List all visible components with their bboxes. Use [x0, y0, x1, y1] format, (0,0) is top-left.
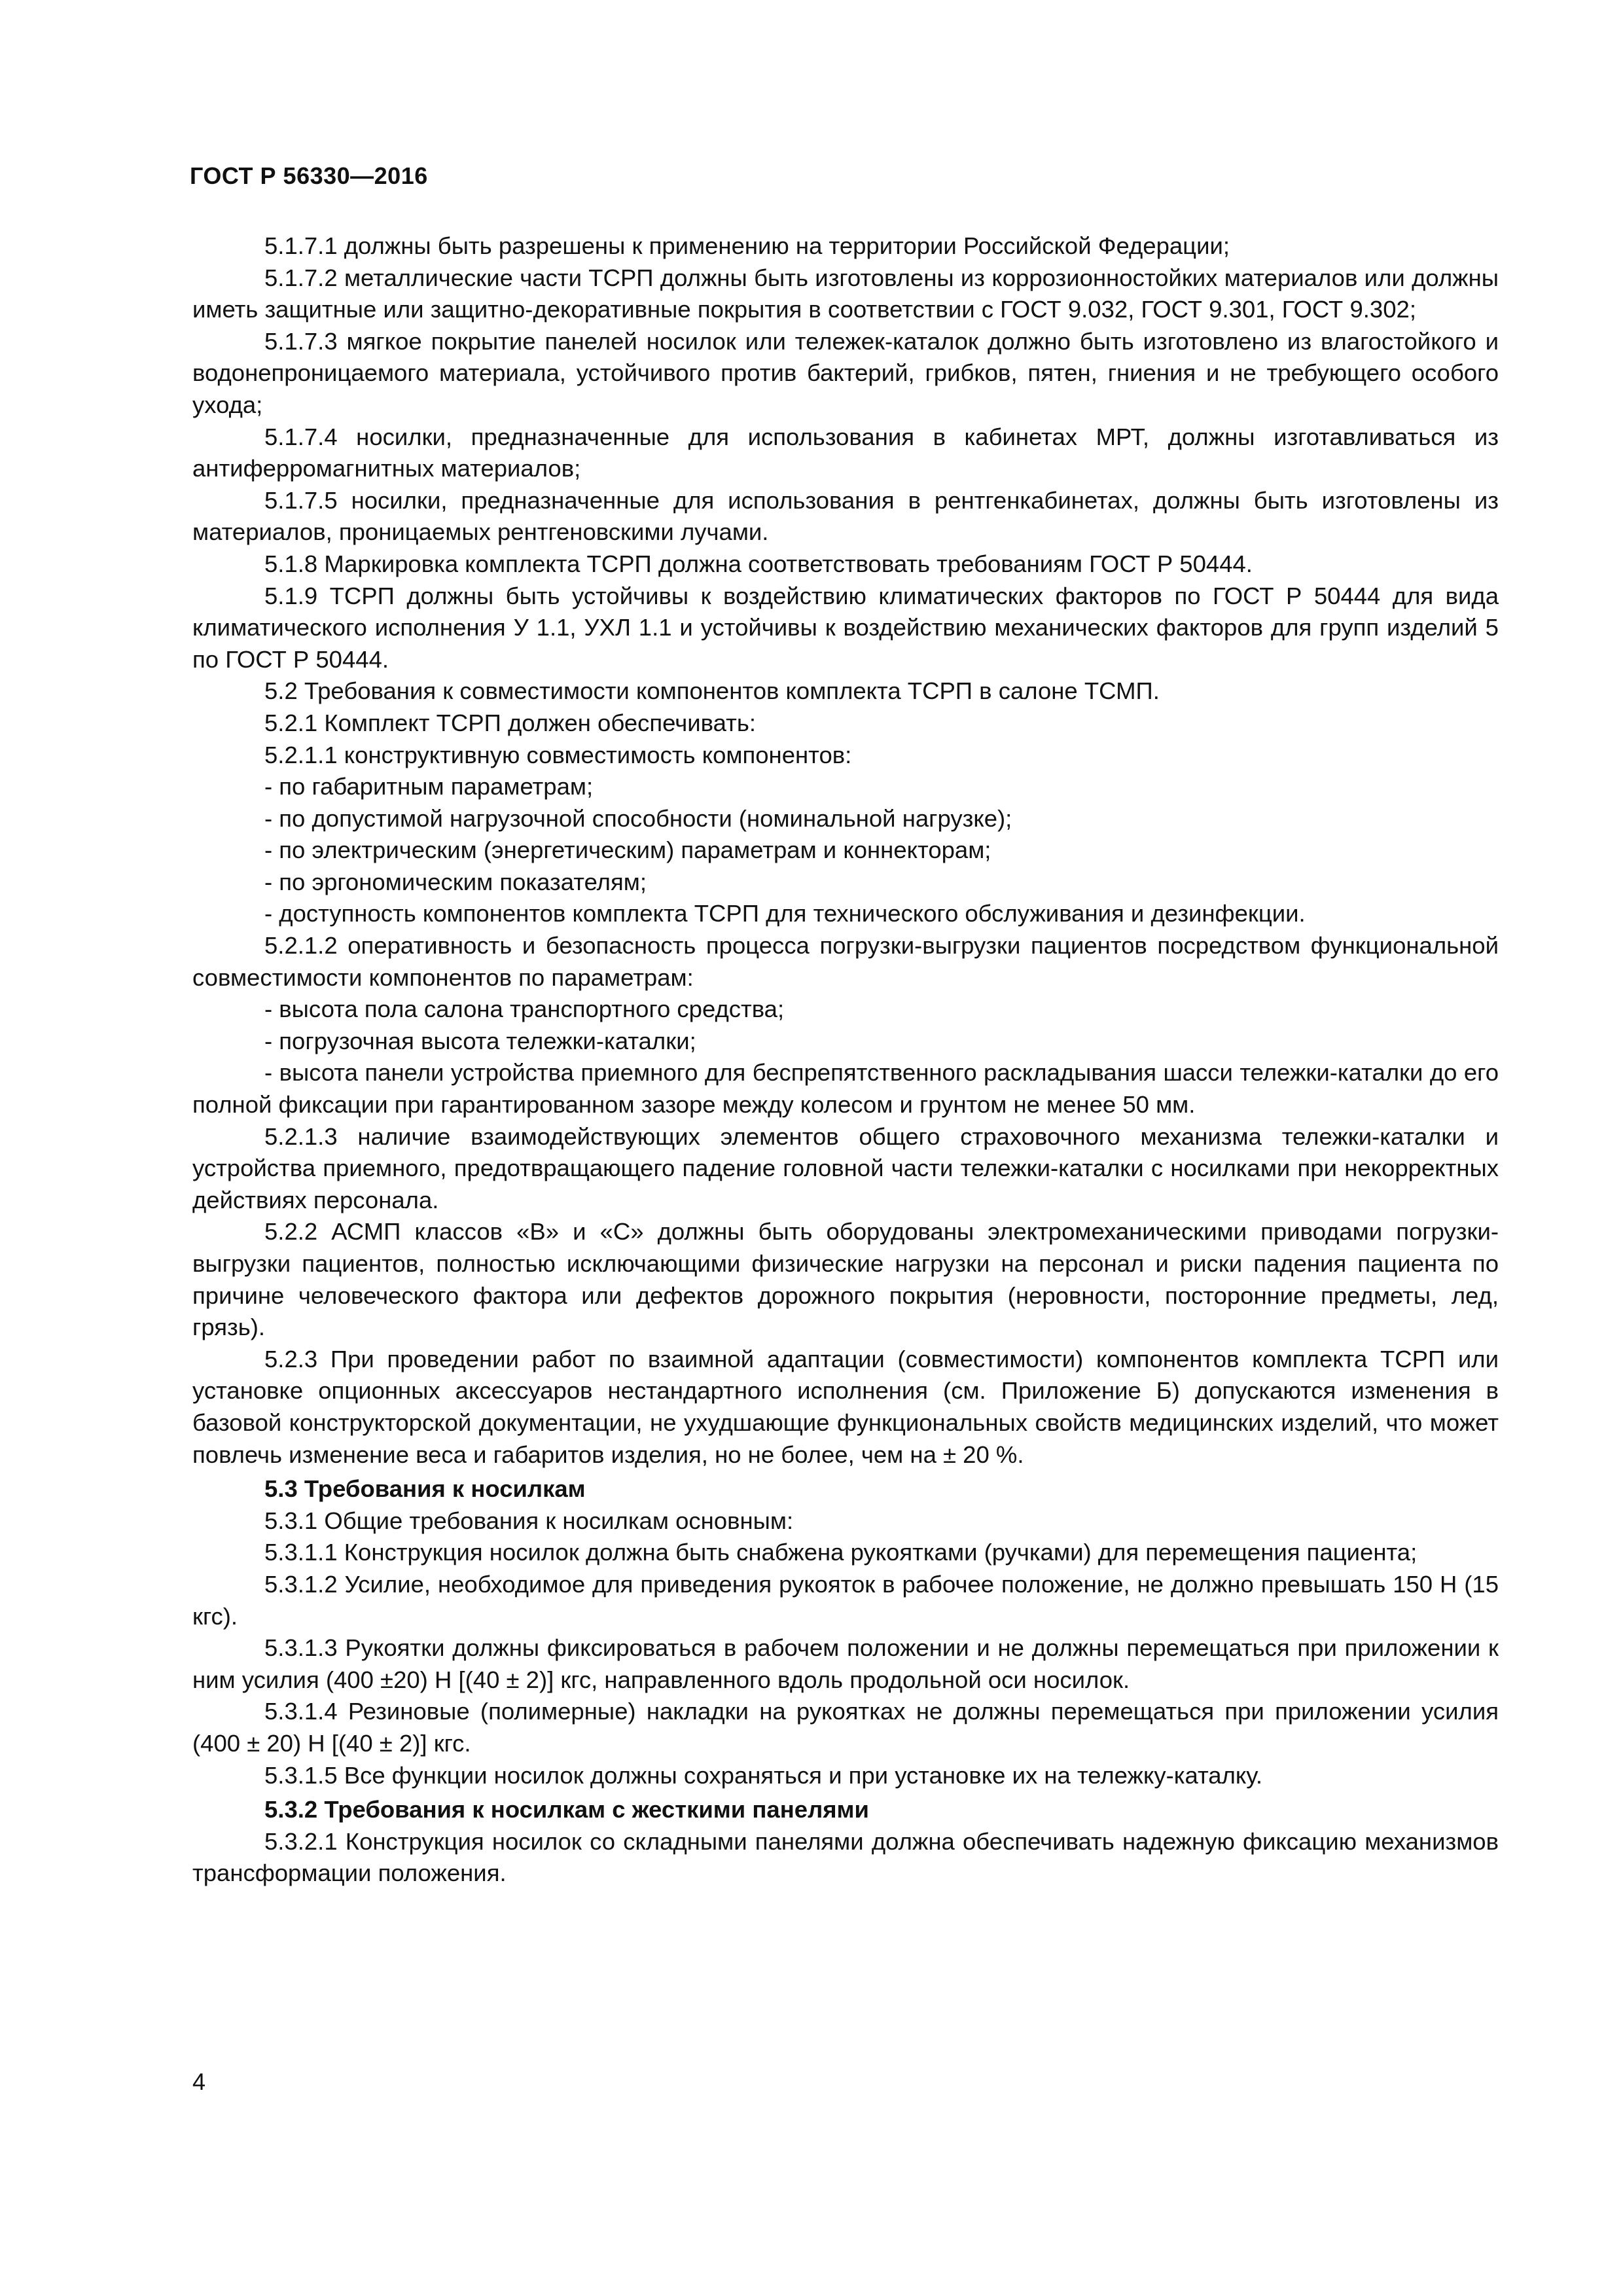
- paragraph: 5.2.1.1 конструктивную совместимость компонентов:: [264, 741, 852, 768]
- page-number: 4: [192, 2068, 206, 2095]
- paragraph: 5.3.1.1 Конструкция носилок должна быть снабжена рукоятками (ручками) для перемещения пациента;: [264, 1539, 1418, 1566]
- paragraph: - доступность компонентов комплекта ТСРП для технического обслуживания и дезинфекции.: [264, 900, 1306, 927]
- section-heading: 5.3.2 Требования к носилкам с жесткими панелями: [264, 1796, 869, 1823]
- paragraph: 5.3.1.2 Усилие, необходимое для приведения рукояток в рабочее положение, не должно превышать 150 Н (15 кгс).: [192, 1570, 1499, 1630]
- paragraph: 5.3.1.4 Резиновые (полимерные) накладки на рукоятках не должны перемещаться при приложении усилия (400 ± 20) Н [(40 ± 2)] кгс.: [192, 1698, 1499, 1757]
- paragraph: 5.2.3 При проведении работ по взаимной адаптации (совместимости) компонентов комплекта ТСРП или установке опционных аксессуаров нестандартного исполнения (см. Приложение Б) допускаются изменения в базовой конструкторской документации, не ухудшающие функциональных свойств медицинских изделий, что может повлечь изменение веса и габаритов изделия, но не более, чем на ± 20 %.: [192, 1345, 1499, 1468]
- document-header: ГОСТ Р 56330—2016: [190, 162, 428, 189]
- paragraph: 5.1.7.3 мягкое покрытие панелей носилок или тележек-каталок должно быть изготовлено из влагостойкого и водонепроницаемого материала, устойчивого против бактерий, грибков, пятен, гниения и не требующего особого ухода;: [192, 327, 1499, 418]
- paragraph: - высота панели устройства приемного для беспрепятственного раскладывания шасси тележки-каталки до его полной фиксации при гарантированном зазоре между колесом и грунтом не менее 50 мм.: [192, 1059, 1499, 1119]
- paragraph: 5.3.1.5 Все функции носилок должны сохраняться и при установке их на тележку-каталку.: [264, 1761, 1263, 1789]
- section-heading: 5.3 Требования к носилкам: [264, 1475, 586, 1503]
- paragraph: 5.3.1 Общие требования к носилкам основным:: [264, 1507, 794, 1534]
- paragraph: - по эргономическим показателям;: [264, 868, 647, 895]
- paragraph: 5.1.7.5 носилки, предназначенные для использования в рентгенкабинетах, должны быть изготовлены из материалов, проницаемых рентгеновскими лучами.: [192, 486, 1499, 546]
- paragraph: 5.2.1 Комплект ТСРП должен обеспечивать:: [264, 709, 757, 736]
- paragraph: - по электрическим (энергетическим) параметрам и коннекторам;: [264, 836, 991, 864]
- paragraph: - по габаритным параметрам;: [264, 773, 594, 800]
- paragraph: 5.1.8 Маркировка комплекта ТСРП должна соответствовать требованиям ГОСТ Р 50444.: [264, 550, 1253, 577]
- paragraph: 5.2.1.3 наличие взаимодействующих элементов общего страховочного механизма тележки-каталки и устройства приемного, предотвращающего падение головной части тележки-каталки с носилками при некорректных действиях персонала.: [192, 1122, 1499, 1213]
- paragraph: 5.1.7.2 металлические части ТСРП должны быть изготовлены из коррозионностойких материалов или должны иметь защитные или защитно-декоративные покрытия в соответствии с ГОСТ 9.032, ГОСТ 9.301, ГОСТ 9.302;: [192, 264, 1499, 323]
- document-body: [192, 230, 1499, 1890]
- paragraph: 5.1.7.1 должны быть разрешены к применению на территории Российской Федерации;: [264, 232, 1230, 259]
- paragraph: 5.2.2 АСМП классов «В» и «С» должны быть оборудованы электромеханическими приводами погрузки-выгрузки пациентов, полностью исключающими физические нагрузки на персонал и риски падения пациента по причине человеческого фактора или дефектов дорожного покрытия (неровности, посторонние предметы, лед, грязь).: [192, 1218, 1499, 1341]
- paragraph: - по допустимой нагрузочной способности (номинальной нагрузке);: [264, 804, 1012, 832]
- paragraph: 5.2.1.2 оперативность и безопасность процесса погрузки-выгрузки пациентов посредством функциональной совместимости компонентов по параметрам:: [192, 932, 1499, 991]
- paragraph: 5.3.2.1 Конструкция носилок со складными панелями должна обеспечивать надежную фиксацию механизмов трансформации положения.: [192, 1827, 1499, 1887]
- paragraph: 5.2 Требования к совместимости компонентов комплекта ТСРП в салоне ТСМП.: [264, 677, 1160, 705]
- paragraph: - высота пола салона транспортного средства;: [264, 996, 785, 1023]
- paragraph: 5.1.7.4 носилки, предназначенные для использования в кабинетах МРТ, должны изготавливаться из антиферромагнитных материалов;: [192, 423, 1499, 482]
- paragraph: - погрузочная высота тележки-каталки;: [264, 1027, 696, 1054]
- paragraph: 5.1.9 ТСРП должны быть устойчивы к воздействию климатических факторов по ГОСТ Р 50444 для вида климатического исполнения У 1.1, УХЛ 1.1 и устойчивы к воздействию механических факторов для групп изделий 5 по ГОСТ Р 50444.: [192, 582, 1499, 673]
- paragraph: 5.3.1.3 Рукоятки должны фиксироваться в рабочем положении и не должны перемещаться при приложении к ним усилия (400 ±20) Н [(40 ± 2)] кгс, направленного вдоль продольной оси носилок.: [192, 1634, 1499, 1693]
